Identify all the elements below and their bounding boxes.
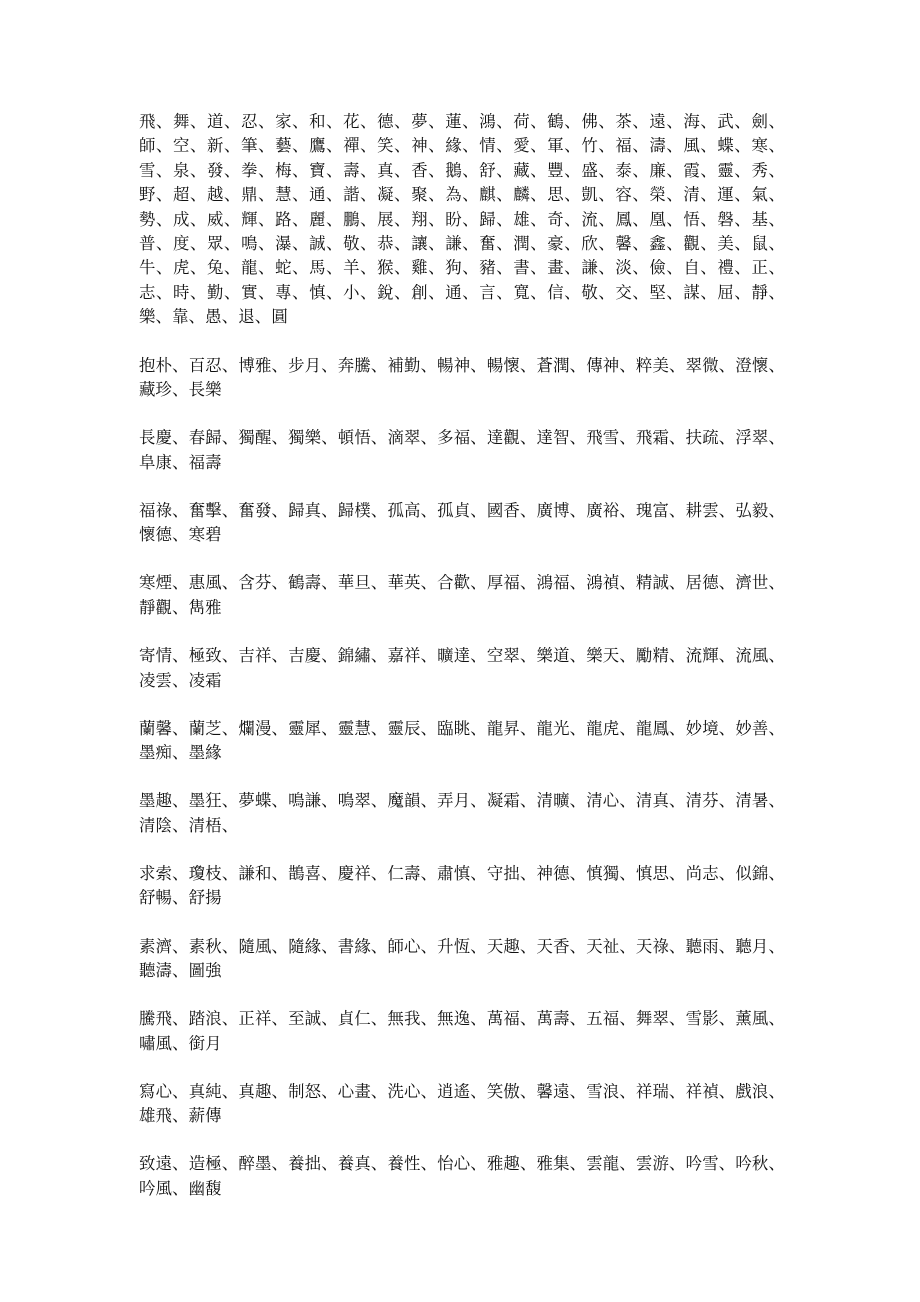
paragraph-two-character-list-4: 寒煙、惠風、含芬、鶴壽、華旦、華英、合歡、厚福、鴻福、鴻禎、精誠、居德、濟世、靜觀、雋雅 xyxy=(139,573,785,617)
document-body xyxy=(139,110,785,1225)
paragraph-two-character-list-7: 墨趣、墨狂、夢蝶、鳴謙、鳴翠、魔韻、弄月、凝霜、清曠、清心、清真、清芬、清暑、清陰、清梧、 xyxy=(139,791,785,835)
paragraph-two-character-list-6: 蘭馨、蘭芝、爛漫、靈犀、靈慧、靈辰、臨眺、龍昇、龍光、龍虎、龍鳳、妙境、妙善、墨痴、墨緣 xyxy=(139,718,785,763)
paragraph-single-characters: 飛、舞、道、忍、家、和、花、德、夢、蓮、鴻、荷、鶴、佛、茶、遠、海、武、劍、師、空、新、筆、藝、鷹、禪、笑、神、緣、情、愛、軍、竹、福、濤、風、蝶、寒、雪、泉、發、拳、梅、寶、壽、真、香、鵝、舒、藏、豐、盛、泰、廉、霞、靈、秀、野、超、越、鼎、慧、通、諧、凝、聚、為、麒、麟、思、凱、容、榮、清、運、氣、勢、成、威、輝、路、麗、鵬、展、翔、盼、歸、雄、奇、流、鳳、凰、悟、磐、基、普、度、眾、鳴、瀑、誠、敬、恭、讓、謙、奮、潤、豪、欣、馨、鑫、觀、美、鼠、牛、虎、兔、龍、蛇、馬、羊、猴、雞、狗、豬、書、畫、謙、淡、儉、自、禮、正、志、時、勤、實、專、慎、小、銳、創、通、言、寬、信、敬、交、堅、謀、屈、靜、樂、靠、愚、退、圓 xyxy=(139,112,785,327)
paragraph-two-character-list-8: 求索、瓊枝、謙和、鵲喜、慶祥、仁壽、肅慎、守拙、神德、慎獨、慎思、尚志、似錦、舒暢、舒揚 xyxy=(139,863,785,908)
paragraph-two-character-list-12: 致遠、造極、醉墨、養拙、養真、養性、怡心、雅趣、雅集、雲龍、雲游、吟雪、吟秋、吟風、幽馥 xyxy=(139,1154,785,1198)
paragraph-two-character-list-10: 騰飛、踏浪、正祥、至誠、貞仁、無我、無逸、萬福、萬壽、五福、舞翠、雪影、薰風、嘯風、銜月 xyxy=(139,1009,785,1053)
paragraph-two-character-list-9: 素濟、素秋、隨風、隨緣、書緣、師心、升恆、天趣、天香、天祉、天祿、聽雨、聽月、聽濤、圖強 xyxy=(139,936,785,980)
paragraph-two-character-list-11: 寫心、真純、真趣、制怒、心畫、洗心、逍遙、笑傲、馨遠、雪浪、祥瑞、祥禎、戲浪、雄飛、薪傳 xyxy=(139,1081,785,1126)
paragraph-two-character-list-5: 寄情、極致、吉祥、吉慶、錦繡、嘉祥、曠達、空翠、樂道、樂天、勵精、流輝、流風、凌雲、凌霜 xyxy=(139,646,785,690)
paragraph-two-character-list-2: 長慶、春歸、獨醒、獨樂、頓悟、滴翠、多福、達觀、達智、飛雪、飛霜、扶疏、浮翠、阜康、福壽 xyxy=(139,428,785,472)
paragraph-two-character-list-1: 抱朴、百忍、博雅、步月、奔騰、補勤、暢神、暢懷、蒼潤、傳神、粹美、翠微、澄懷、藏珍、長樂 xyxy=(139,355,785,400)
paragraph-two-character-list-3: 福祿、奮擊、奮發、歸真、歸樸、孤高、孤貞、國香、廣博、廣裕、瑰富、耕雲、弘毅、懷德、寒碧 xyxy=(139,500,785,545)
